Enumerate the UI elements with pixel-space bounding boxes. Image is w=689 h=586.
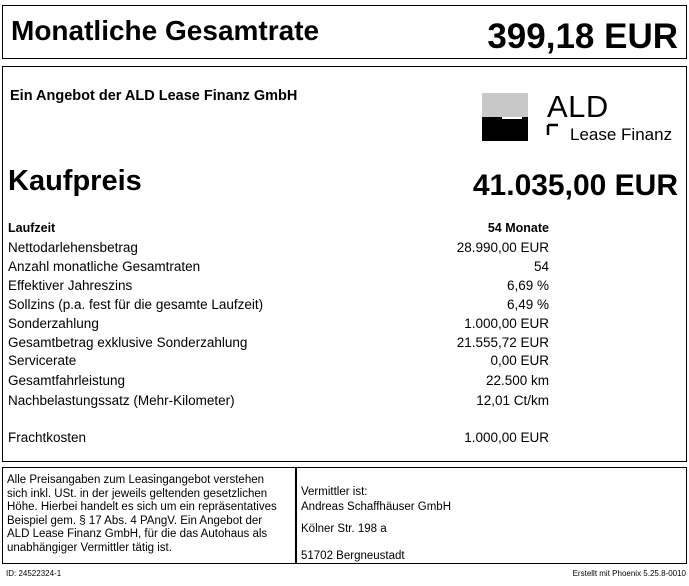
kaufpreis-value: 41.035,00 EUR bbox=[472, 169, 678, 202]
detail-row-effektiver-jahreszins bbox=[8, 277, 549, 294]
detail-label: Laufzeit bbox=[8, 221, 56, 235]
detail-row-nachbelastungssatz bbox=[8, 392, 549, 409]
detail-value: 22.500 km bbox=[485, 373, 549, 388]
detail-row-sollzins bbox=[8, 296, 549, 313]
footer-box bbox=[2, 467, 687, 564]
offer-details-box bbox=[2, 66, 687, 462]
legal-disclaimer: Alle Preisangaben zum Leasingangebot verstehen sich inkl. USt. in der jeweils geltenden gesetzlichen Höhe. Hierbei handelt es sich um ein repräsentatives Beispiel gem. § 17 Abs. 4 PAngV. Ein Angebot der ALD Lease Finanz GmbH, für die das Autohaus als unabhängiger Vermittler tätig ist. bbox=[7, 474, 277, 554]
intermediary-label: Vermittler ist: bbox=[301, 486, 368, 498]
intermediary-street: Kölner Str. 198 a bbox=[301, 523, 387, 535]
logo-square-inner bbox=[502, 117, 522, 119]
detail-row-servicerate bbox=[8, 352, 549, 369]
logo-brand-text: ALD bbox=[547, 89, 609, 124]
ald-lease-finanz-logo bbox=[482, 87, 687, 145]
detail-value: 54 bbox=[533, 259, 549, 274]
detail-row-gesamtfahrleistung bbox=[8, 372, 549, 389]
detail-label: Sonderzahlung bbox=[8, 316, 99, 331]
monthly-rate-amount: 399,18 EUR bbox=[487, 17, 678, 56]
detail-value: 6,69 % bbox=[506, 278, 549, 293]
detail-row-anzahl-raten bbox=[8, 258, 549, 275]
detail-label: Gesamtbetrag exklusive Sonderzahlung bbox=[8, 335, 248, 350]
detail-value: 21.555,72 EUR bbox=[456, 335, 549, 350]
detail-row-nettodarlehensbetrag bbox=[8, 239, 549, 256]
detail-label: Effektiver Jahreszins bbox=[8, 278, 133, 293]
detail-value: 12,01 Ct/km bbox=[476, 393, 549, 408]
kaufpreis-label: Kaufpreis bbox=[8, 165, 142, 197]
offer-provider-text: Ein Angebot der ALD Lease Finanz GmbH bbox=[10, 88, 298, 104]
detail-label: Gesamtfahrleistung bbox=[8, 373, 126, 388]
intermediary-city: 51702 Bergneustadt bbox=[301, 550, 405, 562]
logo-subline-text: Lease Finanz bbox=[570, 125, 673, 144]
detail-label: Nettodarlehensbetrag bbox=[8, 240, 138, 255]
detail-value: 1.000,00 EUR bbox=[464, 316, 549, 331]
intermediary-name: Andreas Schaffhäuser GmbH bbox=[301, 501, 452, 513]
detail-row-gesamtbetrag bbox=[8, 334, 549, 351]
detail-label: Frachtkosten bbox=[8, 430, 87, 445]
detail-value: 0,00 EUR bbox=[490, 353, 549, 368]
footer-divider bbox=[295, 468, 297, 563]
detail-row-laufzeit bbox=[8, 220, 549, 237]
monthly-rate-header bbox=[2, 5, 687, 59]
logo-square-gray bbox=[482, 93, 528, 117]
detail-value: 1.000,00 EUR bbox=[464, 430, 549, 445]
detail-value: 54 Monate bbox=[487, 221, 549, 235]
detail-row-sonderzahlung bbox=[8, 315, 549, 332]
intermediary-block bbox=[301, 486, 451, 563]
detail-value: 28.990,00 EUR bbox=[456, 240, 549, 255]
detail-label: Sollzins (p.a. fest für die gesamte Laufzeit) bbox=[8, 297, 264, 312]
logo-corner-mark bbox=[548, 125, 558, 135]
logo-square-dark bbox=[482, 117, 528, 141]
document-id: ID: 24522324-1 bbox=[6, 569, 62, 578]
detail-label: Nachbelastungssatz (Mehr-Kilometer) bbox=[8, 393, 235, 408]
detail-label: Servicerate bbox=[8, 353, 77, 368]
detail-value: 6,49 % bbox=[506, 297, 549, 312]
detail-label: Anzahl monatliche Gesamtraten bbox=[8, 259, 201, 274]
created-with-note: Erstellt mit Phoenix 5.25.8-0010 bbox=[572, 569, 686, 578]
monthly-rate-title: Monatliche Gesamtrate bbox=[11, 15, 320, 46]
detail-row-frachtkosten bbox=[8, 429, 549, 446]
